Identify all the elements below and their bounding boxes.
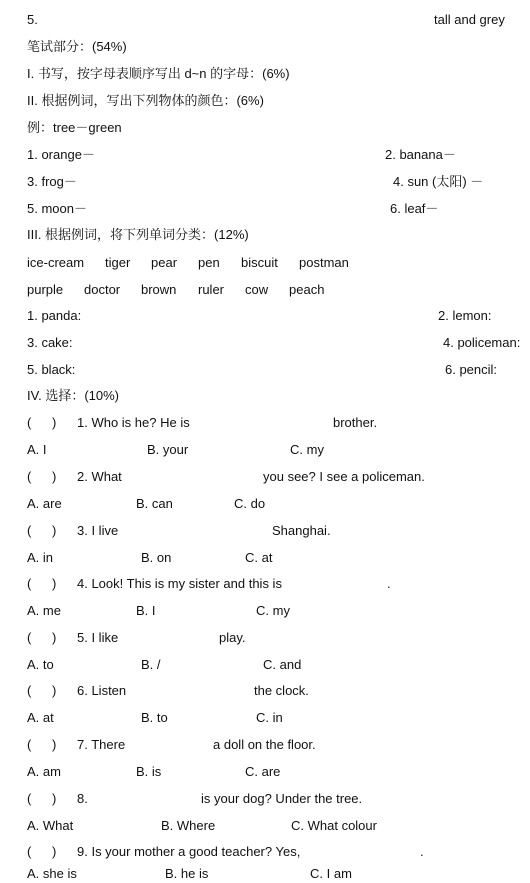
options-row [0, 707, 530, 727]
option: C. my [256, 603, 290, 618]
category-row [0, 359, 530, 379]
answer-paren-close: ) [52, 791, 57, 806]
word: ice-cream [27, 255, 85, 270]
category-row [0, 332, 530, 352]
options-row [0, 654, 530, 674]
option: B. I [136, 603, 156, 618]
word: pear [151, 255, 178, 270]
options-row [0, 493, 530, 513]
question-text: 7. There [77, 737, 126, 752]
category-label: 5. black: [27, 362, 76, 377]
option: A. me [27, 603, 61, 618]
answer-paren-open: ( [27, 791, 32, 806]
option: C. at [245, 550, 273, 565]
question-text: the clock. [254, 683, 309, 698]
answer-paren-close: ) [52, 576, 57, 591]
color-item: 5. moon－ [27, 201, 87, 216]
question-text: 5. I like [77, 630, 119, 645]
option: C. do [234, 496, 266, 511]
section-2-heading: II. 根据例词，写出下列物体的颜色：(6%) [27, 93, 264, 108]
option: C. are [245, 764, 281, 779]
word-row [0, 252, 530, 272]
answer-paren-close: ) [52, 523, 57, 538]
section-4-heading: IV. 选择：(10%) [27, 388, 119, 403]
option: B. your [147, 442, 189, 457]
options-row [0, 439, 530, 459]
option: A. I [27, 442, 47, 457]
section-3-heading: III. 根据例词，将下列单词分类：(12%) [27, 227, 249, 242]
question-text: . [387, 576, 391, 591]
answer-paren-open: ( [27, 630, 32, 645]
option: B. is [136, 764, 162, 779]
color-example: 例：tree－green [27, 120, 122, 135]
question-row [0, 466, 530, 486]
option: C. in [256, 710, 283, 725]
question-text: 2. What [77, 469, 122, 484]
question-text: 1. Who is he? He is [77, 415, 190, 430]
item-number: 5. [27, 12, 38, 27]
question-row [0, 412, 530, 432]
category-label: 2. lemon: [438, 308, 492, 323]
category-label: 6. pencil: [445, 362, 498, 377]
options-row [0, 863, 530, 883]
options-row [0, 761, 530, 781]
option: B. to [141, 710, 168, 725]
word: pen [198, 255, 220, 270]
word: peach [289, 282, 325, 297]
question-row [0, 680, 530, 700]
word: tiger [105, 255, 131, 270]
option: B. Where [161, 818, 216, 833]
color-item: 3. frog－ [27, 174, 77, 189]
options-row [0, 815, 530, 835]
question-text: 4. Look! This is my sister and this is [77, 576, 282, 591]
question-row [0, 520, 530, 540]
answer-paren-close: ) [52, 844, 57, 859]
written-section-heading: 笔试部分：(54%) [27, 39, 127, 54]
question-text: 9. Is your mother a good teacher? Yes, [77, 844, 301, 859]
answer-paren-close: ) [52, 415, 57, 430]
option: C. my [290, 442, 324, 457]
option: B. can [136, 496, 173, 511]
option: A. at [27, 710, 54, 725]
category-row [0, 305, 530, 325]
word: cow [245, 282, 269, 297]
question-row [0, 734, 530, 754]
question-row [0, 627, 530, 647]
option: A. in [27, 550, 54, 565]
word: purple [27, 282, 64, 297]
question-text: 8. [77, 791, 88, 806]
question-text: . [420, 844, 424, 859]
answer-paren-close: ) [52, 630, 57, 645]
question-text: 6. Listen [77, 683, 127, 698]
question-row [0, 788, 530, 808]
answer-paren-open: ( [27, 576, 32, 591]
option: C. What colour [291, 818, 377, 833]
color-item: 6. leaf－ [390, 201, 439, 216]
question-text: Shanghai. [272, 523, 331, 538]
color-item: 1. orange－ [27, 147, 95, 162]
question-text: is your dog? Under the tree. [201, 791, 363, 806]
option: A. What [27, 818, 74, 833]
word: brown [141, 282, 177, 297]
option: B. he is [165, 866, 209, 881]
answer-paren-close: ) [52, 683, 57, 698]
option: A. to [27, 657, 54, 672]
word: postman [299, 255, 349, 270]
section-1-heading: I. 书写，按字母表顺序写出 d~n 的字母：(6%) [27, 66, 290, 81]
option: C. I am [310, 866, 352, 881]
option: A. are [27, 496, 62, 511]
category-label: 4. policeman: [443, 335, 521, 350]
answer-paren-open: ( [27, 523, 32, 538]
item-answer: tall and grey [434, 12, 505, 27]
color-row [0, 171, 530, 191]
category-label: 1. panda: [27, 308, 82, 323]
answer-paren-close: ) [52, 469, 57, 484]
category-label: 3. cake: [27, 335, 73, 350]
answer-paren-close: ) [52, 737, 57, 752]
top-row [0, 9, 530, 29]
options-row [0, 547, 530, 567]
option: A. she is [27, 866, 77, 881]
question-row [0, 841, 530, 861]
question-text: play. [219, 630, 246, 645]
question-text: a doll on the floor. [213, 737, 316, 752]
option: B. / [141, 657, 161, 672]
question-row [0, 573, 530, 593]
color-item: 4. sun (太阳) － [393, 174, 484, 189]
answer-paren-open: ( [27, 683, 32, 698]
option: C. and [263, 657, 302, 672]
options-row [0, 600, 530, 620]
word: doctor [84, 282, 121, 297]
word: ruler [198, 282, 225, 297]
color-row [0, 144, 530, 164]
option: B. on [141, 550, 172, 565]
option: A. am [27, 764, 61, 779]
color-item: 2. banana－ [385, 147, 456, 162]
answer-paren-open: ( [27, 737, 32, 752]
color-row [0, 198, 530, 218]
word-row [0, 279, 530, 299]
answer-paren-open: ( [27, 415, 32, 430]
question-text: you see? I see a policeman. [263, 469, 425, 484]
question-text: brother. [333, 415, 378, 430]
answer-paren-open: ( [27, 844, 32, 859]
answer-paren-open: ( [27, 469, 32, 484]
word: biscuit [241, 255, 278, 270]
question-text: 3. I live [77, 523, 119, 538]
